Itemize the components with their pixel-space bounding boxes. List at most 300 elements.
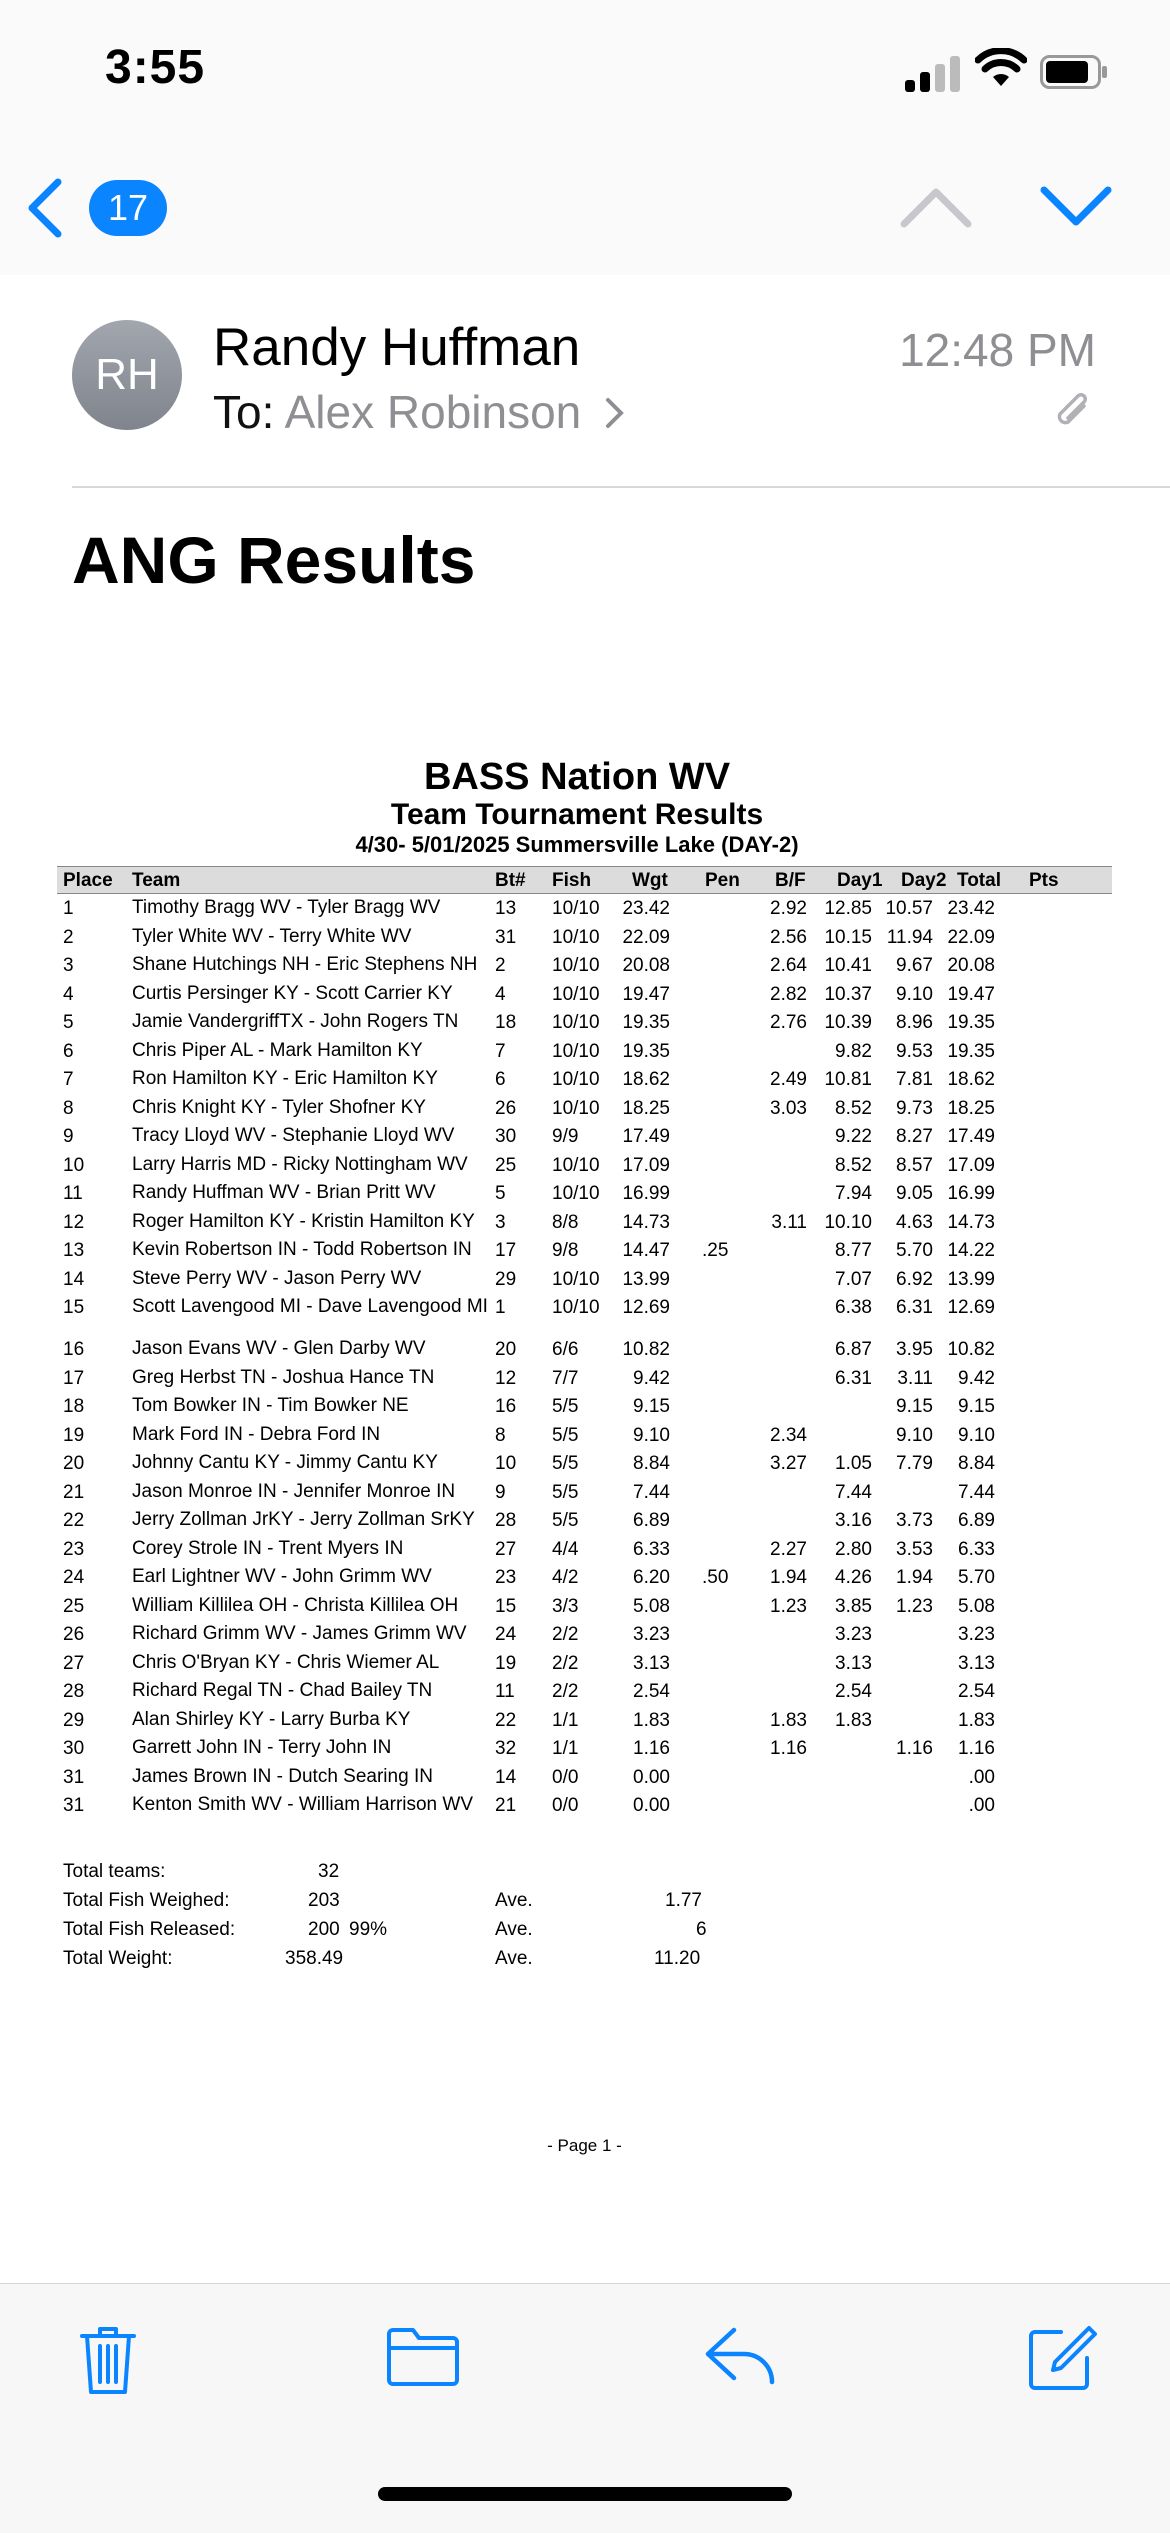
cell-fish: 0/0 bbox=[552, 1766, 579, 1788]
table-row bbox=[57, 1508, 1112, 1537]
cell-total: 3.13 bbox=[958, 1652, 995, 1674]
cell-day1: 7.94 bbox=[835, 1183, 872, 1204]
cell-day1: 9.82 bbox=[835, 1040, 872, 1062]
cell-day2: 5.70 bbox=[896, 1240, 933, 1261]
cell-bt: 9 bbox=[495, 1481, 506, 1503]
cell-total: 18.62 bbox=[947, 1069, 995, 1090]
cell-place: 17 bbox=[63, 1367, 85, 1389]
cell-fish: 10/10 bbox=[552, 1183, 600, 1204]
table-row bbox=[57, 1337, 1112, 1366]
cell-wgt: 8.84 bbox=[633, 1453, 670, 1474]
cell-day1: 9.22 bbox=[835, 1126, 872, 1147]
cell-team: Scott Lavengood MI - Dave Lavengood MI bbox=[132, 1296, 488, 1317]
received-time: 12:48 PM bbox=[899, 324, 1096, 376]
cell-place: 13 bbox=[63, 1240, 85, 1261]
col-weight: Wgt bbox=[632, 870, 668, 891]
table-row bbox=[57, 1594, 1112, 1623]
cell-fish: 7/7 bbox=[552, 1367, 579, 1389]
cell-total: 13.99 bbox=[947, 1268, 995, 1290]
cell-fish: 8/8 bbox=[552, 1211, 579, 1233]
cell-bt: 3 bbox=[495, 1211, 506, 1233]
table-row bbox=[57, 1480, 1112, 1509]
cell-bt: 17 bbox=[495, 1240, 517, 1261]
cell-day2: 8.27 bbox=[896, 1126, 933, 1147]
cell-team: Garrett John IN - Terry John IN bbox=[132, 1737, 392, 1758]
trash-icon[interactable] bbox=[78, 2324, 138, 2396]
previous-message-icon[interactable] bbox=[900, 182, 972, 232]
cell-wgt: 6.33 bbox=[633, 1538, 670, 1560]
cell-bf: 2.27 bbox=[770, 1538, 807, 1560]
cell-fish: 10/10 bbox=[552, 955, 600, 976]
cell-day2: 9.67 bbox=[896, 955, 933, 976]
released-label: Total Fish Released: bbox=[63, 1919, 236, 1940]
cell-wgt: 18.25 bbox=[622, 1097, 670, 1119]
cell-bt: 5 bbox=[495, 1183, 506, 1204]
cell-fish: 10/10 bbox=[552, 1268, 600, 1290]
cell-day1: 1.83 bbox=[835, 1709, 872, 1731]
cell-day2: 3.11 bbox=[897, 1367, 933, 1389]
cell-total: 9.10 bbox=[958, 1424, 995, 1446]
cell-day2: 9.15 bbox=[896, 1396, 933, 1417]
cell-place: 7 bbox=[63, 1069, 74, 1090]
cell-wgt: 6.20 bbox=[633, 1567, 670, 1588]
cell-day2: 9.10 bbox=[896, 1424, 933, 1446]
cell-day1: 6.38 bbox=[835, 1297, 872, 1318]
ave2-label: Ave. bbox=[495, 1919, 533, 1940]
table-row bbox=[57, 1210, 1112, 1239]
cellular-signal-icon bbox=[905, 52, 961, 92]
cell-place: 14 bbox=[63, 1268, 85, 1290]
table-row bbox=[57, 925, 1112, 954]
ave3-label: Ave. bbox=[495, 1948, 533, 1969]
cell-place: 31 bbox=[63, 1795, 85, 1816]
cell-day1: 6.31 bbox=[835, 1367, 872, 1389]
cell-day2: 6.92 bbox=[896, 1268, 933, 1290]
cell-team: Kevin Robertson IN - Todd Robertson IN bbox=[132, 1239, 472, 1260]
cell-total: 5.70 bbox=[958, 1567, 995, 1588]
cell-place: 11 bbox=[63, 1183, 83, 1204]
table-row bbox=[57, 1679, 1112, 1708]
cell-place: 25 bbox=[63, 1595, 85, 1617]
cell-total: 7.44 bbox=[958, 1481, 995, 1503]
next-message-icon[interactable] bbox=[1040, 182, 1112, 232]
cell-wgt: 17.49 bbox=[622, 1126, 670, 1147]
cell-bt: 16 bbox=[495, 1396, 517, 1417]
cell-bt: 20 bbox=[495, 1339, 517, 1360]
cell-total: 14.73 bbox=[947, 1211, 995, 1233]
pdf-attachment[interactable] bbox=[57, 756, 1113, 2256]
table-row bbox=[57, 982, 1112, 1011]
cell-total: 17.49 bbox=[947, 1126, 995, 1147]
cell-fish: 0/0 bbox=[552, 1795, 579, 1816]
cell-bt: 28 bbox=[495, 1510, 517, 1531]
cell-wgt: 2.54 bbox=[633, 1681, 670, 1702]
document-title: BASS Nation WV bbox=[423, 756, 731, 798]
cell-team: Chris Piper AL - Mark Hamilton KY bbox=[132, 1039, 423, 1061]
cell-bt: 7 bbox=[495, 1040, 506, 1062]
cell-bf: 2.64 bbox=[770, 955, 807, 976]
cell-wgt: 14.73 bbox=[622, 1211, 670, 1233]
cell-fish: 2/2 bbox=[552, 1652, 579, 1674]
cell-day1: 2.80 bbox=[835, 1538, 872, 1560]
cell-bt: 19 bbox=[495, 1652, 517, 1674]
cell-day2: 9.53 bbox=[896, 1040, 933, 1062]
cell-bt: 26 bbox=[495, 1097, 517, 1119]
col-boat: Bt# bbox=[495, 870, 526, 891]
cell-day1: 7.07 bbox=[835, 1268, 872, 1290]
status-time: 3:55 bbox=[105, 41, 206, 94]
cell-fish: 5/5 bbox=[552, 1510, 579, 1531]
cell-bt: 31 bbox=[495, 926, 517, 948]
cell-team: Curtis Persinger KY - Scott Carrier KY bbox=[132, 982, 453, 1004]
cell-total: 17.09 bbox=[947, 1154, 995, 1176]
cell-total: 2.54 bbox=[958, 1681, 995, 1702]
cell-place: 26 bbox=[63, 1624, 85, 1645]
cell-total: 19.47 bbox=[947, 983, 995, 1005]
weighed-value: 203 bbox=[308, 1890, 340, 1911]
cell-day2: 9.10 bbox=[896, 983, 933, 1005]
cell-bf: 1.83 bbox=[770, 1709, 807, 1731]
cell-team: Randy Huffman WV - Brian Pritt WV bbox=[132, 1182, 436, 1203]
table-row bbox=[57, 1736, 1112, 1765]
cell-team: Jason Evans WV - Glen Darby WV bbox=[132, 1338, 426, 1359]
cell-team: Larry Harris MD - Ricky Nottingham WV bbox=[132, 1153, 468, 1175]
cell-team: Chris Knight KY - Tyler Shofner KY bbox=[132, 1096, 426, 1118]
status-bar bbox=[0, 0, 1170, 150]
cell-day2: 7.81 bbox=[896, 1069, 933, 1090]
cell-day1: 2.54 bbox=[835, 1681, 872, 1702]
cell-team: Roger Hamilton KY - Kristin Hamilton KY bbox=[132, 1210, 475, 1232]
cell-bt: 30 bbox=[495, 1126, 517, 1147]
cell-team: Timothy Bragg WV - Tyler Bragg WV bbox=[132, 897, 441, 918]
cell-wgt: 9.15 bbox=[633, 1396, 670, 1417]
cell-day1: 10.81 bbox=[824, 1069, 872, 1090]
table-row bbox=[57, 1651, 1112, 1680]
cell-bt: 29 bbox=[495, 1268, 517, 1290]
document-subtitle: Team Tournament Results bbox=[390, 798, 764, 831]
cell-bt: 4 bbox=[495, 983, 506, 1005]
cell-place: 21 bbox=[63, 1481, 85, 1503]
cell-place: 10 bbox=[63, 1154, 85, 1176]
cell-day1: 10.15 bbox=[824, 926, 872, 948]
cell-total: 1.83 bbox=[958, 1709, 995, 1731]
cell-fish: 1/1 bbox=[552, 1738, 579, 1759]
to-label: To: bbox=[213, 386, 275, 438]
cell-bf: 2.82 bbox=[770, 983, 807, 1005]
cell-day1: 3.16 bbox=[835, 1510, 872, 1531]
cell-wgt: 19.35 bbox=[622, 1040, 670, 1062]
ave2-value: 6 bbox=[696, 1919, 707, 1940]
table-row bbox=[57, 953, 1112, 982]
cell-bt: 24 bbox=[495, 1624, 517, 1645]
cell-total: 6.33 bbox=[958, 1538, 995, 1560]
cell-team: Mark Ford IN - Debra Ford IN bbox=[132, 1423, 381, 1445]
cell-fish: 1/1 bbox=[552, 1709, 579, 1731]
cell-bf: 2.34 bbox=[770, 1424, 807, 1446]
table-row bbox=[57, 1394, 1112, 1423]
cell-day1: 8.52 bbox=[835, 1097, 872, 1119]
cell-wgt: 3.23 bbox=[633, 1624, 670, 1645]
cell-team: Earl Lightner WV - John Grimm WV bbox=[132, 1566, 432, 1587]
summary-row bbox=[63, 1919, 763, 1948]
table-row bbox=[57, 1537, 1112, 1566]
cell-fish: 10/10 bbox=[552, 1040, 600, 1062]
cell-bf: 1.23 bbox=[770, 1595, 807, 1617]
cell-team: James Brown IN - Dutch Searing IN bbox=[132, 1765, 433, 1787]
cell-day2: 9.05 bbox=[896, 1183, 933, 1204]
cell-wgt: 22.09 bbox=[622, 926, 670, 948]
cell-total: 3.23 bbox=[958, 1624, 995, 1645]
cell-bt: 8 bbox=[495, 1424, 506, 1446]
weight-label: Total Weight: bbox=[63, 1948, 173, 1969]
cell-wgt: 3.13 bbox=[633, 1652, 670, 1674]
cell-fish: 10/10 bbox=[552, 1097, 600, 1119]
summary-row bbox=[63, 1861, 763, 1890]
cell-team: Jerry Zollman JrKY - Jerry Zollman SrKY bbox=[132, 1509, 475, 1530]
cell-day1: 10.37 bbox=[824, 983, 872, 1005]
table-row bbox=[57, 1096, 1112, 1125]
cell-place: 8 bbox=[63, 1097, 74, 1119]
cell-day2: 11.94 bbox=[886, 926, 933, 948]
folder-icon[interactable] bbox=[385, 2324, 461, 2388]
cell-wgt: 1.16 bbox=[633, 1738, 670, 1759]
table-row bbox=[57, 896, 1112, 925]
cell-day2: 1.16 bbox=[896, 1738, 933, 1759]
table-row bbox=[57, 1067, 1112, 1096]
cell-day1: 6.87 bbox=[835, 1339, 872, 1360]
col-day2: Day2 bbox=[901, 870, 947, 891]
cell-team: Tracy Lloyd WV - Stephanie Lloyd WV bbox=[132, 1125, 455, 1146]
home-indicator[interactable] bbox=[378, 2487, 792, 2501]
cell-place: 19 bbox=[63, 1424, 85, 1446]
attachment-icon bbox=[1054, 390, 1094, 434]
cell-day1: 8.77 bbox=[835, 1240, 872, 1261]
avatar[interactable]: RH bbox=[72, 320, 182, 430]
battery-icon bbox=[1040, 55, 1108, 89]
back-chevron-icon[interactable] bbox=[20, 178, 70, 238]
cell-wgt: 1.83 bbox=[633, 1709, 670, 1731]
cell-total: 18.25 bbox=[947, 1097, 995, 1119]
cell-team: Shane Hutchings NH - Eric Stephens NH bbox=[132, 954, 478, 975]
cell-fish: 5/5 bbox=[552, 1481, 579, 1503]
cell-bt: 11 bbox=[495, 1681, 515, 1702]
cell-place: 24 bbox=[63, 1567, 85, 1588]
cell-wgt: 0.00 bbox=[633, 1766, 670, 1788]
cell-wgt: 16.99 bbox=[622, 1183, 670, 1204]
cell-bt: 14 bbox=[495, 1766, 517, 1788]
ave3-value: 11.20 bbox=[654, 1948, 701, 1969]
cell-place: 28 bbox=[63, 1681, 85, 1702]
message-body bbox=[0, 488, 1170, 2283]
document-event: 4/30- 5/01/2025 Summersville Lake (DAY-2) bbox=[355, 832, 799, 857]
cell-team: Greg Herbst TN - Joshua Hance TN bbox=[132, 1366, 435, 1388]
cell-fish: 4/4 bbox=[552, 1538, 579, 1560]
table-row bbox=[57, 1793, 1112, 1822]
cell-total: .00 bbox=[968, 1766, 995, 1788]
cell-day1: 7.44 bbox=[835, 1481, 872, 1503]
cell-day1: 1.05 bbox=[835, 1453, 872, 1474]
ave1-value: 1.77 bbox=[665, 1890, 702, 1911]
table-row bbox=[57, 1423, 1112, 1452]
cell-team: Alan Shirley KY - Larry Burba KY bbox=[132, 1708, 411, 1730]
recipient-name[interactable]: Alex Robinson bbox=[284, 386, 582, 438]
cell-total: 16.99 bbox=[947, 1183, 995, 1204]
cell-place: 30 bbox=[63, 1738, 85, 1759]
subject: ANG Results bbox=[72, 523, 476, 597]
cell-bt: 32 bbox=[495, 1738, 517, 1759]
cell-wgt: 20.08 bbox=[622, 955, 670, 976]
cell-bt: 15 bbox=[495, 1595, 517, 1617]
table-row bbox=[57, 1267, 1112, 1296]
cell-day2: 1.94 bbox=[896, 1567, 933, 1588]
released-value: 200 bbox=[308, 1919, 340, 1940]
cell-wgt: 12.69 bbox=[622, 1297, 670, 1318]
cell-bf: 3.27 bbox=[770, 1453, 807, 1474]
col-fish: Fish bbox=[552, 870, 592, 891]
cell-bt: 10 bbox=[495, 1453, 517, 1474]
cell-place: 1 bbox=[63, 898, 74, 919]
table-row bbox=[57, 1010, 1112, 1039]
cell-place: 4 bbox=[63, 983, 74, 1005]
cell-bt: 27 bbox=[495, 1538, 517, 1560]
cell-bf: 1.16 bbox=[770, 1738, 807, 1759]
col-big-fish: B/F bbox=[775, 870, 806, 891]
cell-wgt: 9.10 bbox=[633, 1424, 670, 1446]
cell-bf: 3.11 bbox=[771, 1211, 807, 1233]
table-row bbox=[57, 1765, 1112, 1794]
cell-fish: 10/10 bbox=[552, 1012, 600, 1033]
released-pct: 99% bbox=[349, 1919, 388, 1940]
cell-day1: 12.85 bbox=[824, 898, 872, 919]
cell-fish: 6/6 bbox=[552, 1339, 579, 1360]
cell-bt: 2 bbox=[495, 955, 506, 976]
summary-row bbox=[63, 1948, 763, 1977]
compose-icon[interactable] bbox=[1027, 2324, 1097, 2392]
cell-day1: 10.10 bbox=[824, 1211, 872, 1233]
cell-wgt: 14.47 bbox=[622, 1240, 670, 1261]
cell-team: Richard Regal TN - Chad Bailey TN bbox=[132, 1680, 433, 1701]
cell-place: 9 bbox=[63, 1126, 74, 1147]
cell-bt: 6 bbox=[495, 1069, 506, 1090]
cell-place: 16 bbox=[63, 1339, 85, 1360]
reply-icon[interactable] bbox=[704, 2324, 778, 2388]
table-row bbox=[57, 1039, 1112, 1068]
cell-team: Ron Hamilton KY - Eric Hamilton KY bbox=[132, 1068, 438, 1089]
table-header bbox=[57, 866, 1112, 894]
cell-day2: 3.73 bbox=[896, 1510, 933, 1531]
cell-place: 3 bbox=[63, 955, 74, 976]
cell-place: 15 bbox=[63, 1297, 85, 1318]
cell-wgt: 9.42 bbox=[633, 1367, 670, 1389]
table-row bbox=[57, 1181, 1112, 1210]
message-count-badge[interactable]: 17 bbox=[89, 180, 167, 236]
col-total: Total bbox=[957, 870, 1001, 891]
cell-place: 5 bbox=[63, 1012, 74, 1033]
cell-place: 29 bbox=[63, 1709, 85, 1731]
cell-total: 14.22 bbox=[947, 1240, 995, 1261]
page-footer: - Page 1 - bbox=[547, 2136, 622, 2155]
cell-total: 9.15 bbox=[958, 1396, 995, 1417]
cell-total: 22.09 bbox=[947, 926, 995, 948]
col-place: Place bbox=[63, 870, 113, 891]
cell-total: 12.69 bbox=[947, 1297, 995, 1318]
cell-fish: 10/10 bbox=[552, 1069, 600, 1090]
cell-team: Jamie VandergriffTX - John Rogers TN bbox=[132, 1011, 459, 1032]
cell-team: William Killilea OH - Christa Killilea OH bbox=[132, 1594, 459, 1616]
cell-wgt: 5.08 bbox=[633, 1595, 670, 1617]
cell-fish: 3/3 bbox=[552, 1595, 579, 1617]
cell-pen: .25 bbox=[702, 1240, 729, 1261]
cell-day1: 3.85 bbox=[835, 1595, 872, 1617]
cell-place: 2 bbox=[63, 926, 74, 948]
table-row bbox=[57, 1124, 1112, 1153]
cell-total: 19.35 bbox=[947, 1040, 995, 1062]
cell-day1: 3.23 bbox=[835, 1624, 872, 1645]
cell-day1: 3.13 bbox=[835, 1652, 872, 1674]
cell-total: 23.42 bbox=[947, 898, 995, 919]
table-row bbox=[57, 1238, 1112, 1267]
table-row bbox=[57, 1153, 1112, 1182]
weight-value: 358.49 bbox=[285, 1948, 344, 1969]
cell-total: 5.08 bbox=[958, 1595, 995, 1617]
cell-fish: 10/10 bbox=[552, 983, 600, 1005]
cell-wgt: 18.62 bbox=[622, 1069, 670, 1090]
cell-day2: 4.63 bbox=[896, 1211, 933, 1233]
cell-wgt: 0.00 bbox=[633, 1795, 670, 1816]
cell-fish: 5/5 bbox=[552, 1396, 579, 1417]
cell-team: Richard Grimm WV - James Grimm WV bbox=[132, 1623, 467, 1644]
teams-value: 32 bbox=[318, 1861, 340, 1882]
results-table bbox=[57, 896, 1112, 1822]
cell-day1: 4.26 bbox=[835, 1567, 872, 1588]
weighed-label: Total Fish Weighed: bbox=[63, 1890, 230, 1911]
col-penalty: Pen bbox=[705, 870, 740, 891]
cell-place: 27 bbox=[63, 1652, 85, 1674]
cell-day2: 3.95 bbox=[896, 1339, 933, 1360]
cell-bf: 2.49 bbox=[770, 1069, 807, 1090]
cell-wgt: 13.99 bbox=[622, 1268, 670, 1290]
cell-bt: 22 bbox=[495, 1709, 517, 1731]
cell-bf: 2.92 bbox=[770, 898, 807, 919]
cell-fish: 5/5 bbox=[552, 1424, 579, 1446]
table-row bbox=[57, 1708, 1112, 1737]
cell-day1: 10.41 bbox=[824, 955, 872, 976]
cell-bt: 13 bbox=[495, 898, 517, 919]
cell-day2: 6.31 bbox=[896, 1297, 933, 1318]
cell-place: 31 bbox=[63, 1766, 85, 1788]
table-row bbox=[57, 1565, 1112, 1594]
cell-wgt: 10.82 bbox=[622, 1339, 670, 1360]
cell-day2: 9.73 bbox=[896, 1097, 933, 1119]
cell-wgt: 19.47 bbox=[622, 983, 670, 1005]
cell-team: Corey Strole IN - Trent Myers IN bbox=[132, 1537, 404, 1559]
table-row bbox=[57, 1366, 1112, 1395]
cell-day2: 3.53 bbox=[896, 1538, 933, 1560]
cell-bf: 2.76 bbox=[770, 1012, 807, 1033]
recipient-line[interactable] bbox=[213, 385, 626, 439]
cell-day1: 10.39 bbox=[824, 1012, 872, 1033]
table-row bbox=[57, 1622, 1112, 1651]
sender-name[interactable]: Randy Huffman bbox=[213, 318, 581, 377]
cell-wgt: 7.44 bbox=[633, 1481, 670, 1503]
cell-day2: 8.57 bbox=[896, 1154, 933, 1176]
cell-team: Steve Perry WV - Jason Perry WV bbox=[132, 1267, 422, 1289]
cell-place: 12 bbox=[63, 1211, 85, 1233]
wifi-icon bbox=[975, 48, 1027, 88]
cell-fish: 10/10 bbox=[552, 1297, 600, 1318]
cell-total: .00 bbox=[968, 1795, 995, 1816]
cell-total: 1.16 bbox=[958, 1738, 995, 1759]
